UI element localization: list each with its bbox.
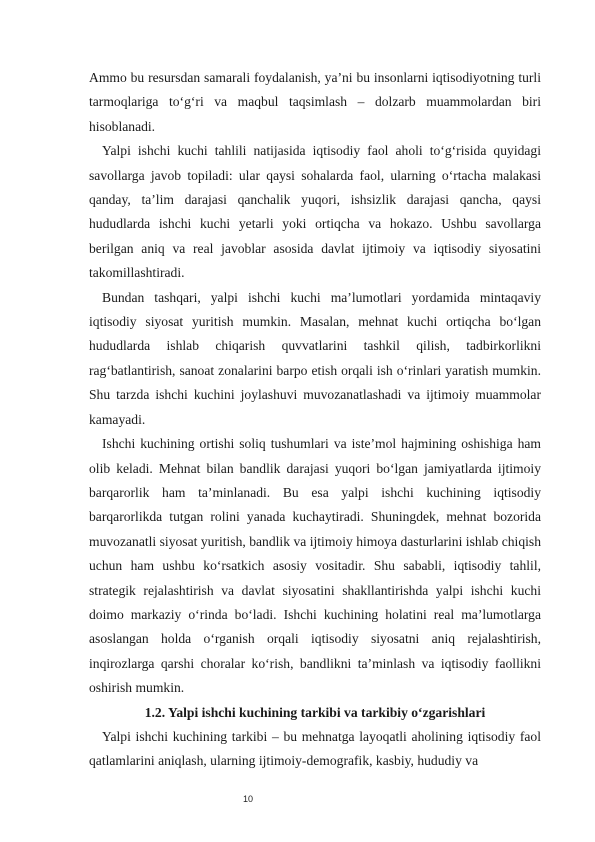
section-heading: 1.2. Yalpi ishchi kuchining tarkibi va tarkibiy o‘zgarishlari bbox=[144, 704, 486, 720]
paragraph-3: Bundan tashqari, yalpi ishchi kuchi ma’lumotlari yordamida mintaqaviy iqtisodiy siyosat yuritish mumkin. Masalan, mehnat kuchi ortiqcha bo‘lgan hududlarda ishlab chiqarish quvvatlarini tashkil qilish, tadbirkorlikni rag‘batlantirish, sanoat zonalarini barpo etish orqali ish o‘rinlari yaratish mumkin. Shu tarzda ishchi kuchini joylashuvi muvozanatlashadi va ijtimoiy muammolar kamayadi. bbox=[89, 289, 541, 427]
document-page bbox=[89, 66, 541, 774]
paragraph-2: Yalpi ishchi kuchi tahlili natijasida iqtisodiy faol aholi to‘g‘risida quyidagi savollarga javob topiladi: ular qaysi sohalarda faol, ularning o‘rtacha malakasi qanday, ta’lim darajasi qanchalik yuqori, ishsizlik darajasi qancha, qaysi hududlarda ishchi kuchi yetarli yoki ortiqcha va hokazo. Ushbu savollarga berilgan aniq va real javoblar asosida davlat ijtimoiy va iqtisodiy siyosatini takomillashtiradi. bbox=[89, 143, 541, 281]
paragraph-1: Ammo bu resursdan samarali foydalanish, ya’ni bu insonlarni iqtisodiyotning turli tarmoqlariga to‘g‘ri va maqbul taqsimlash – dolzarb muammolardan biri hisoblanadi. bbox=[89, 70, 541, 134]
page-number: 10 bbox=[243, 794, 254, 804]
paragraph-4: Ishchi kuchining ortishi soliq tushumlari va iste’mol hajmining oshishiga ham olib keladi. Mehnat bilan bandlik darajasi yuqori bo‘lgan jamiyatlarda ijtimoiy barqarorlik ham ta’minlanadi. Bu esa yalpi ishchi kuchining iqtisodiy barqarorlikda tutgan rolini yanada kuchaytiradi. Shuningdek, mehnat bozorida muvozanatli siyosat yuritish, bandlik va ijtimoiy himoya dasturlarini ishlab chiqish uchun ham ushbu ko‘rsatkich asosiy vositadir. Shu sababli, iqtisodiy tahlil, strategik rejalashtirish va davlat siyosatini shakllantirishda yalpi ishchi kuchi doimo markaziy o‘rinda bo‘ladi. Ishchi kuchining holatini real ma’lumotlarga asoslangan holda o‘rganish orqali iqtisodiy siyosatni aniq rejalashtirish, inqirozlarga qarshi choralar ko‘rish, bandlikni ta’minlash va iqtisodiy faollikni oshirish mumkin. bbox=[89, 436, 541, 696]
paragraph-5: Yalpi ishchi kuchining tarkibi – bu mehnatga layoqatli aholining iqtisodiy faol qatlamlarini aniqlash, ularning ijtimoiy-demografik, kasbiy, hududiy va bbox=[89, 728, 541, 769]
